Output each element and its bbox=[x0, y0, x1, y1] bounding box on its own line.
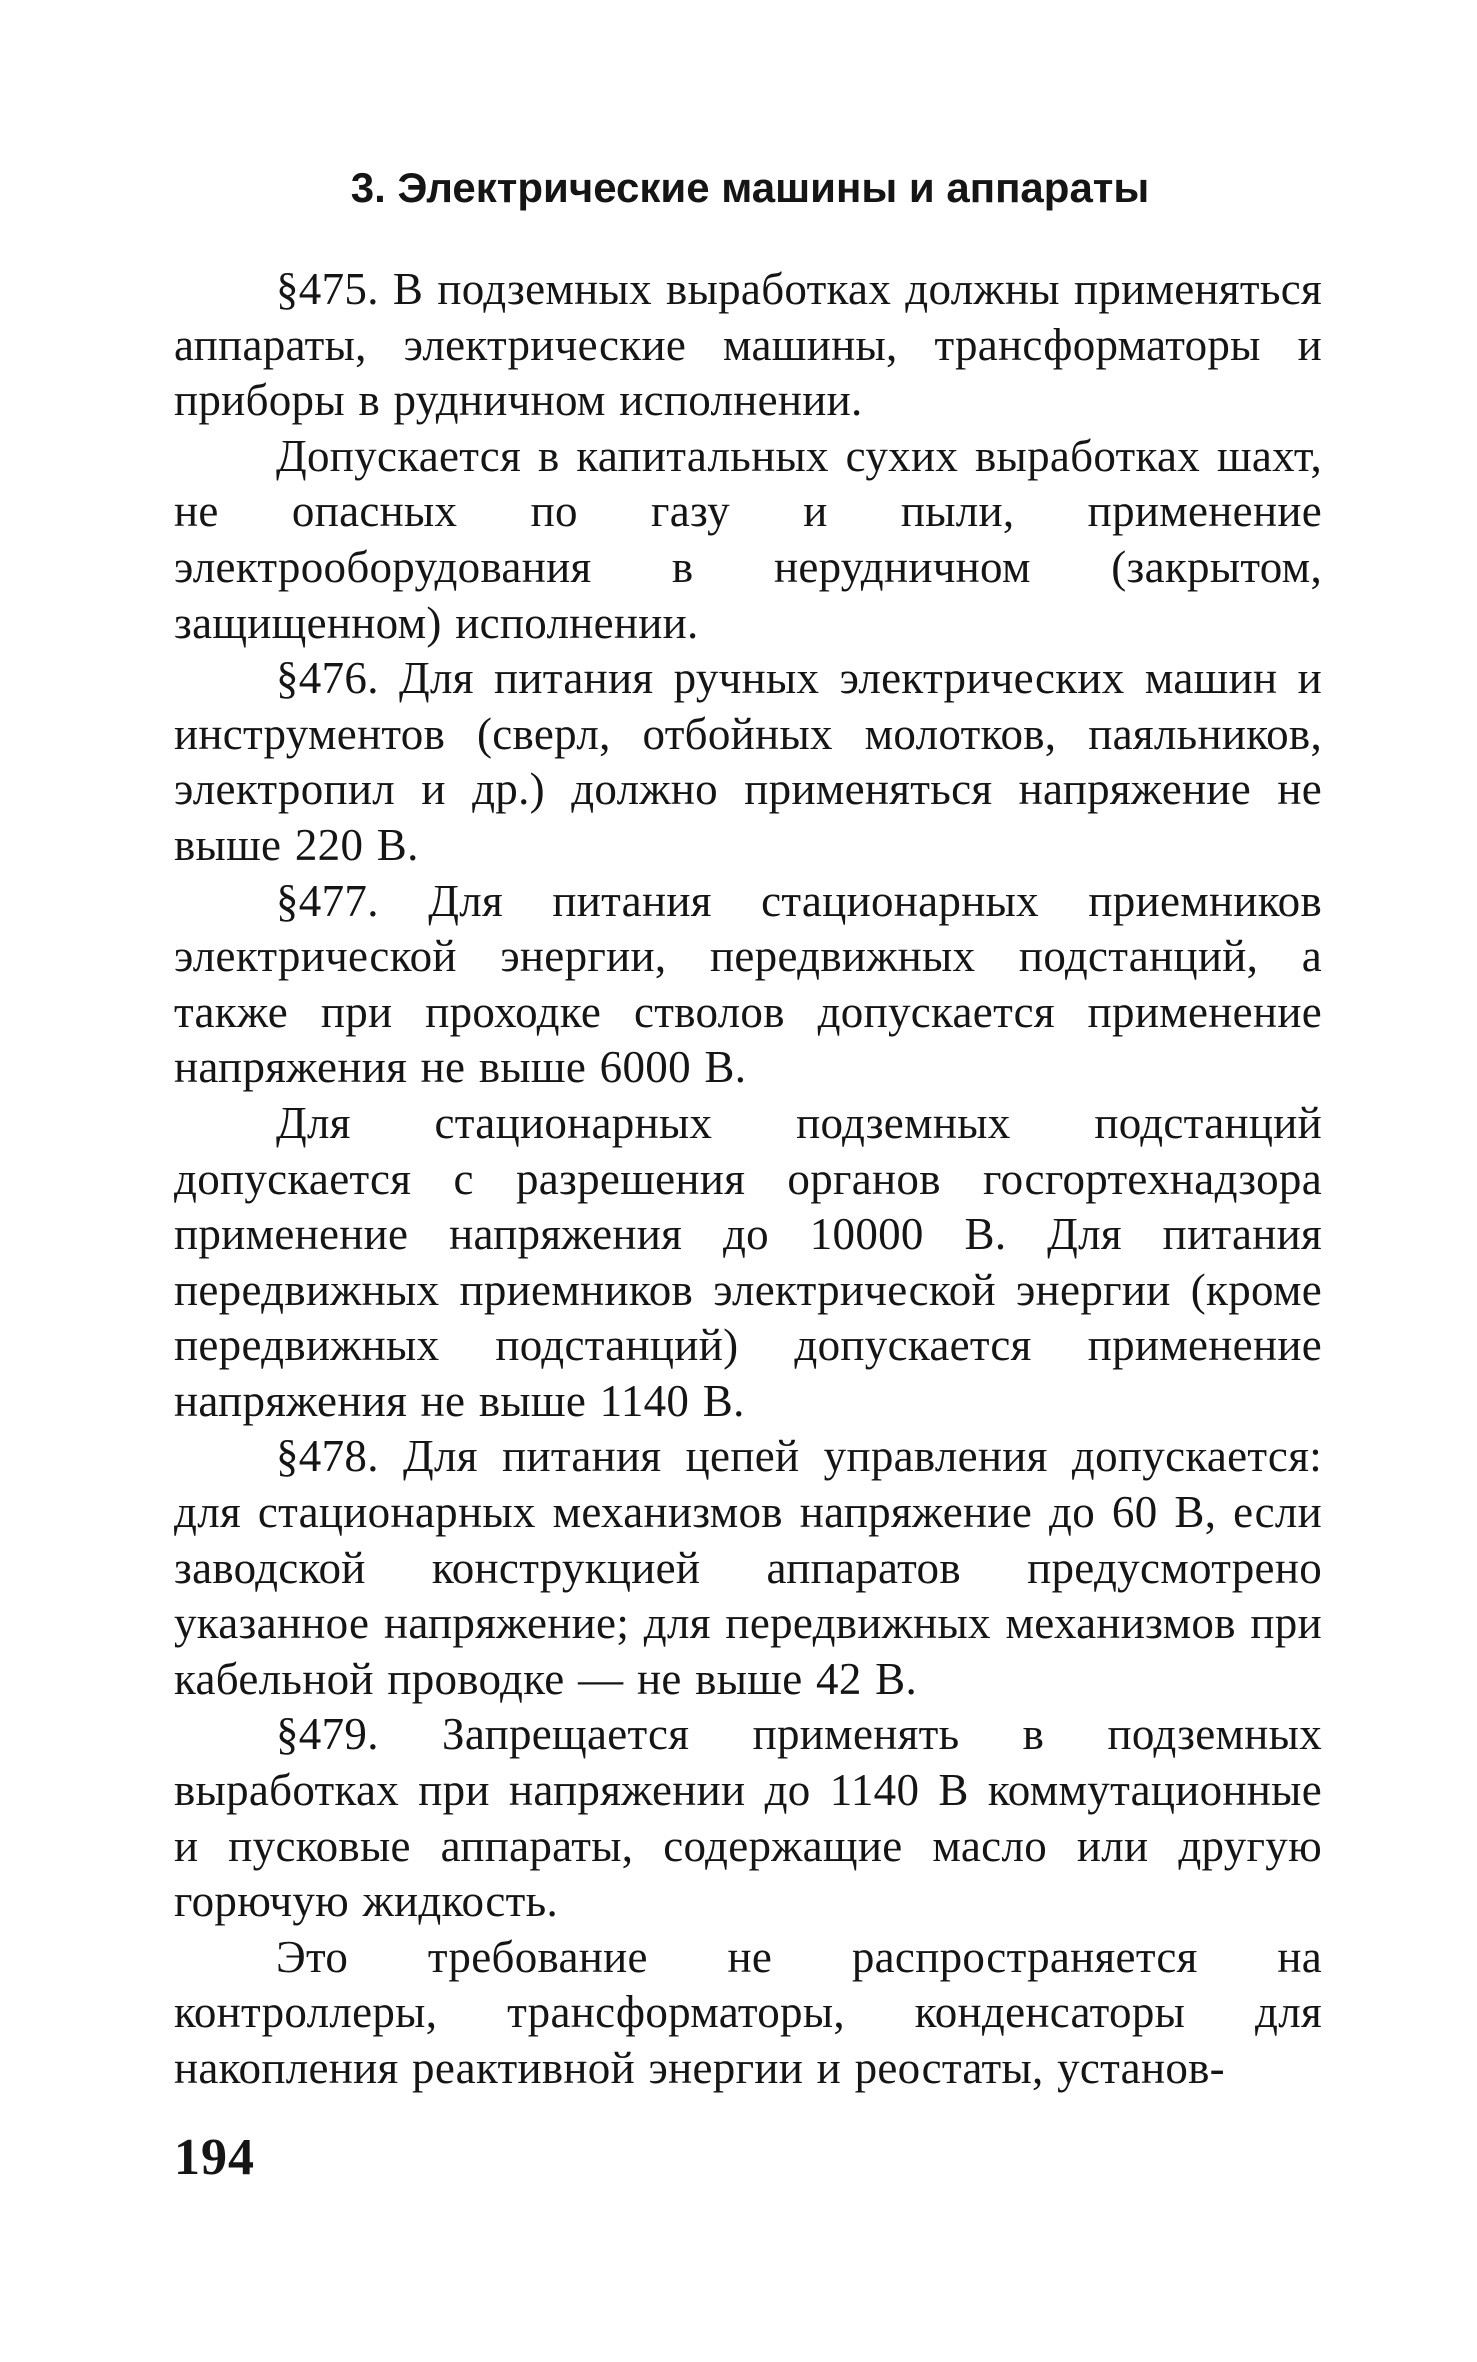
body-text bbox=[174, 262, 1322, 2097]
section-heading: 3. Электрические машины и аппараты bbox=[350, 164, 1150, 211]
paragraph-478: §478. Для питания цепей управления допускается: для стационарных механизмов напряжение до 60 В, если заводской конструкцией аппаратов предусмотрено указанное напряжение; для передвижных механизмов при кабельной проводке — не выше 42 В. bbox=[174, 1431, 1322, 1704]
paragraph-479: §479. Запрещается применять в подземных выработках при напряжении до 1140 В коммутационные и пусковые аппараты, содержащие масло или другую горючую жидкость. bbox=[174, 1709, 1322, 1927]
paragraph-476: §476. Для питания ручных электрических машин и инструментов (сверл, отбойных молотков, паяльников, электропил и др.) должно применяться напряжение не выше 220 В. bbox=[174, 653, 1322, 870]
paragraph-477: §477. Для питания стационарных приемников электрической энергии, передвижных подстанций, а также при проходке стволов допускается применение напряжения не выше 6000 В. bbox=[174, 875, 1322, 1093]
paragraph-475: §475. В подземных выработках должны применяться аппараты, электрические машины, трансформаторы и приборы в рудничном исполнении. bbox=[174, 264, 1322, 426]
paragraph-477-substations: Для стационарных подземных подстанций допускается с разрешения органов госгортехнадзора применение напряжения до 10000 В. Для питания передвижных приемников электрической энергии (кроме передвижных подстанций) допускается применение напряжения не выше 1140 В. bbox=[174, 1097, 1322, 1426]
page-number: 194 bbox=[174, 2129, 255, 2186]
paragraph-479-exception: Это требование не распространяется на контроллеры, трансформаторы, конденсаторы для накопления реактивной энергии и реостаты, установ- bbox=[174, 1931, 1322, 2093]
paragraph-475-exception: Допускается в капитальных сухих выработках шахт, не опасных по газу и пыли, применение электрооборудования в нерудничном (закрытом, защищенном) исполнении. bbox=[174, 430, 1322, 648]
